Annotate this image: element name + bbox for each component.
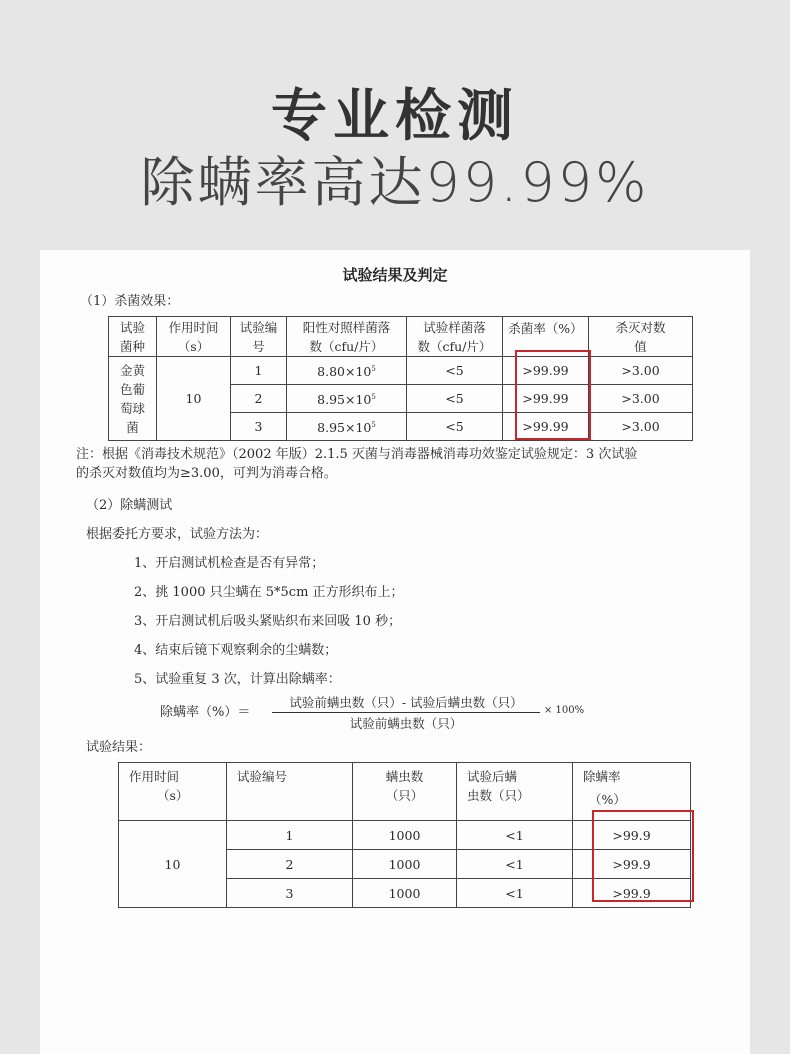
test-no-cell: 1 (227, 821, 353, 850)
sample-count-cell: <5 (407, 385, 503, 413)
test-no-cell: 3 (231, 413, 287, 441)
table-row (109, 357, 693, 385)
kill-rate-cell: >99.99 (503, 413, 589, 441)
header-cell: 试验编 号 (231, 317, 287, 357)
after-count-cell: <1 (457, 879, 573, 908)
kill-rate-cell: >99.99 (503, 385, 589, 413)
header-cell: 作用时间 （s） (119, 763, 227, 821)
header-cell: 螨虫数 （只） (353, 763, 457, 821)
removal-rate-highlight-box (592, 810, 694, 902)
test-no-cell: 2 (231, 385, 287, 413)
table-header-row (109, 317, 693, 357)
step-item: 1、开启测试机检查是否有异常； (134, 556, 325, 571)
header-cell: 试验样菌落 数（cfu/片） (407, 317, 503, 357)
document-title: 试验结果及判定 (342, 266, 448, 284)
log-value-cell: >3.00 (589, 385, 693, 413)
hero-title: 专业检测 (271, 84, 519, 149)
step-item: 5、试验重复 3 次，计算出除螨率： (134, 672, 341, 687)
formula-label: 除螨率（%）＝ (160, 705, 251, 720)
log-value-cell: >3.00 (589, 413, 693, 441)
after-count-cell: <1 (457, 821, 573, 850)
method-intro: 根据委托方要求，试验方法为： (86, 527, 269, 542)
result-label: 试验结果： (86, 740, 152, 755)
test-report-document (40, 250, 750, 1054)
removal-rate-cell: >99.9 (573, 821, 691, 850)
header-cell: 阳性对照样菌落 数（cfu/片） (287, 317, 407, 357)
header-cell: 试验 菌种 (109, 317, 157, 357)
positive-count-cell: $8.95\times 10^5$ (287, 413, 407, 441)
test-no-cell: 1 (231, 357, 287, 385)
section1-heading: （1）杀菌效果： (80, 294, 180, 309)
after-count-cell: <1 (457, 850, 573, 879)
kill-rate-cell: >99.99 (503, 357, 589, 385)
header-cell: 除螨率 （%） (573, 763, 691, 821)
formula-factor: × 100% (544, 705, 585, 716)
mite-count-cell: 1000 (353, 821, 457, 850)
formula-fraction-line (272, 712, 540, 713)
formula-denominator: 试验前螨虫数（只） (349, 716, 463, 731)
kill-rate-highlight-box (515, 350, 591, 440)
removal-rate-cell: >99.9 (573, 879, 691, 908)
log-value-cell: >3.00 (589, 357, 693, 385)
section2-heading: （2）除螨测试 (86, 498, 173, 513)
strain-cell: 金黄 色葡 萄球 菌 (109, 357, 157, 441)
header-cell: 杀灭对数 值 (589, 317, 693, 357)
sample-count-cell: <5 (407, 413, 503, 441)
sterilization-results-table (108, 316, 693, 441)
sample-count-cell: <5 (407, 357, 503, 385)
removal-rate-cell: >99.9 (573, 850, 691, 879)
header-cell: 杀菌率（%） (503, 317, 589, 357)
header-cell: 作用时间 （s） (157, 317, 231, 357)
note-line-2: 的杀灭对数值均为≥3.00，可判为消毒合格。 (76, 466, 337, 481)
test-no-cell: 3 (227, 879, 353, 908)
time-cell: 10 (157, 357, 231, 441)
step-item: 3、开启测试机后吸头紧贴织布来回吸 10 秒； (134, 614, 402, 629)
mite-count-cell: 1000 (353, 850, 457, 879)
step-item: 4、结束后镜下观察剩余的尘螨数； (134, 643, 338, 658)
time-cell: 10 (119, 821, 227, 908)
hero-subtitle: 除螨率高达99.99% (140, 151, 650, 214)
positive-count-cell: $8.80\times 10^5$ (287, 357, 407, 385)
positive-count-cell: $8.95\times 10^5$ (287, 385, 407, 413)
mite-count-cell: 1000 (353, 879, 457, 908)
header-cell: 试验编号 (227, 763, 353, 821)
step-item: 2、挑 1000 只尘螨在 5*5cm 正方形织布上； (134, 585, 404, 600)
header-cell: 试验后螨 虫数（只） (457, 763, 573, 821)
note-line-1: 注：根据《消毒技术规范》（2002 年版）2.1.5 灭菌与消毒器械消毒功效鉴定试验规定：3 次试验 (76, 447, 638, 462)
test-no-cell: 2 (227, 850, 353, 879)
formula-numerator: 试验前螨虫数（只）- 试验后螨虫数（只） (289, 695, 523, 710)
